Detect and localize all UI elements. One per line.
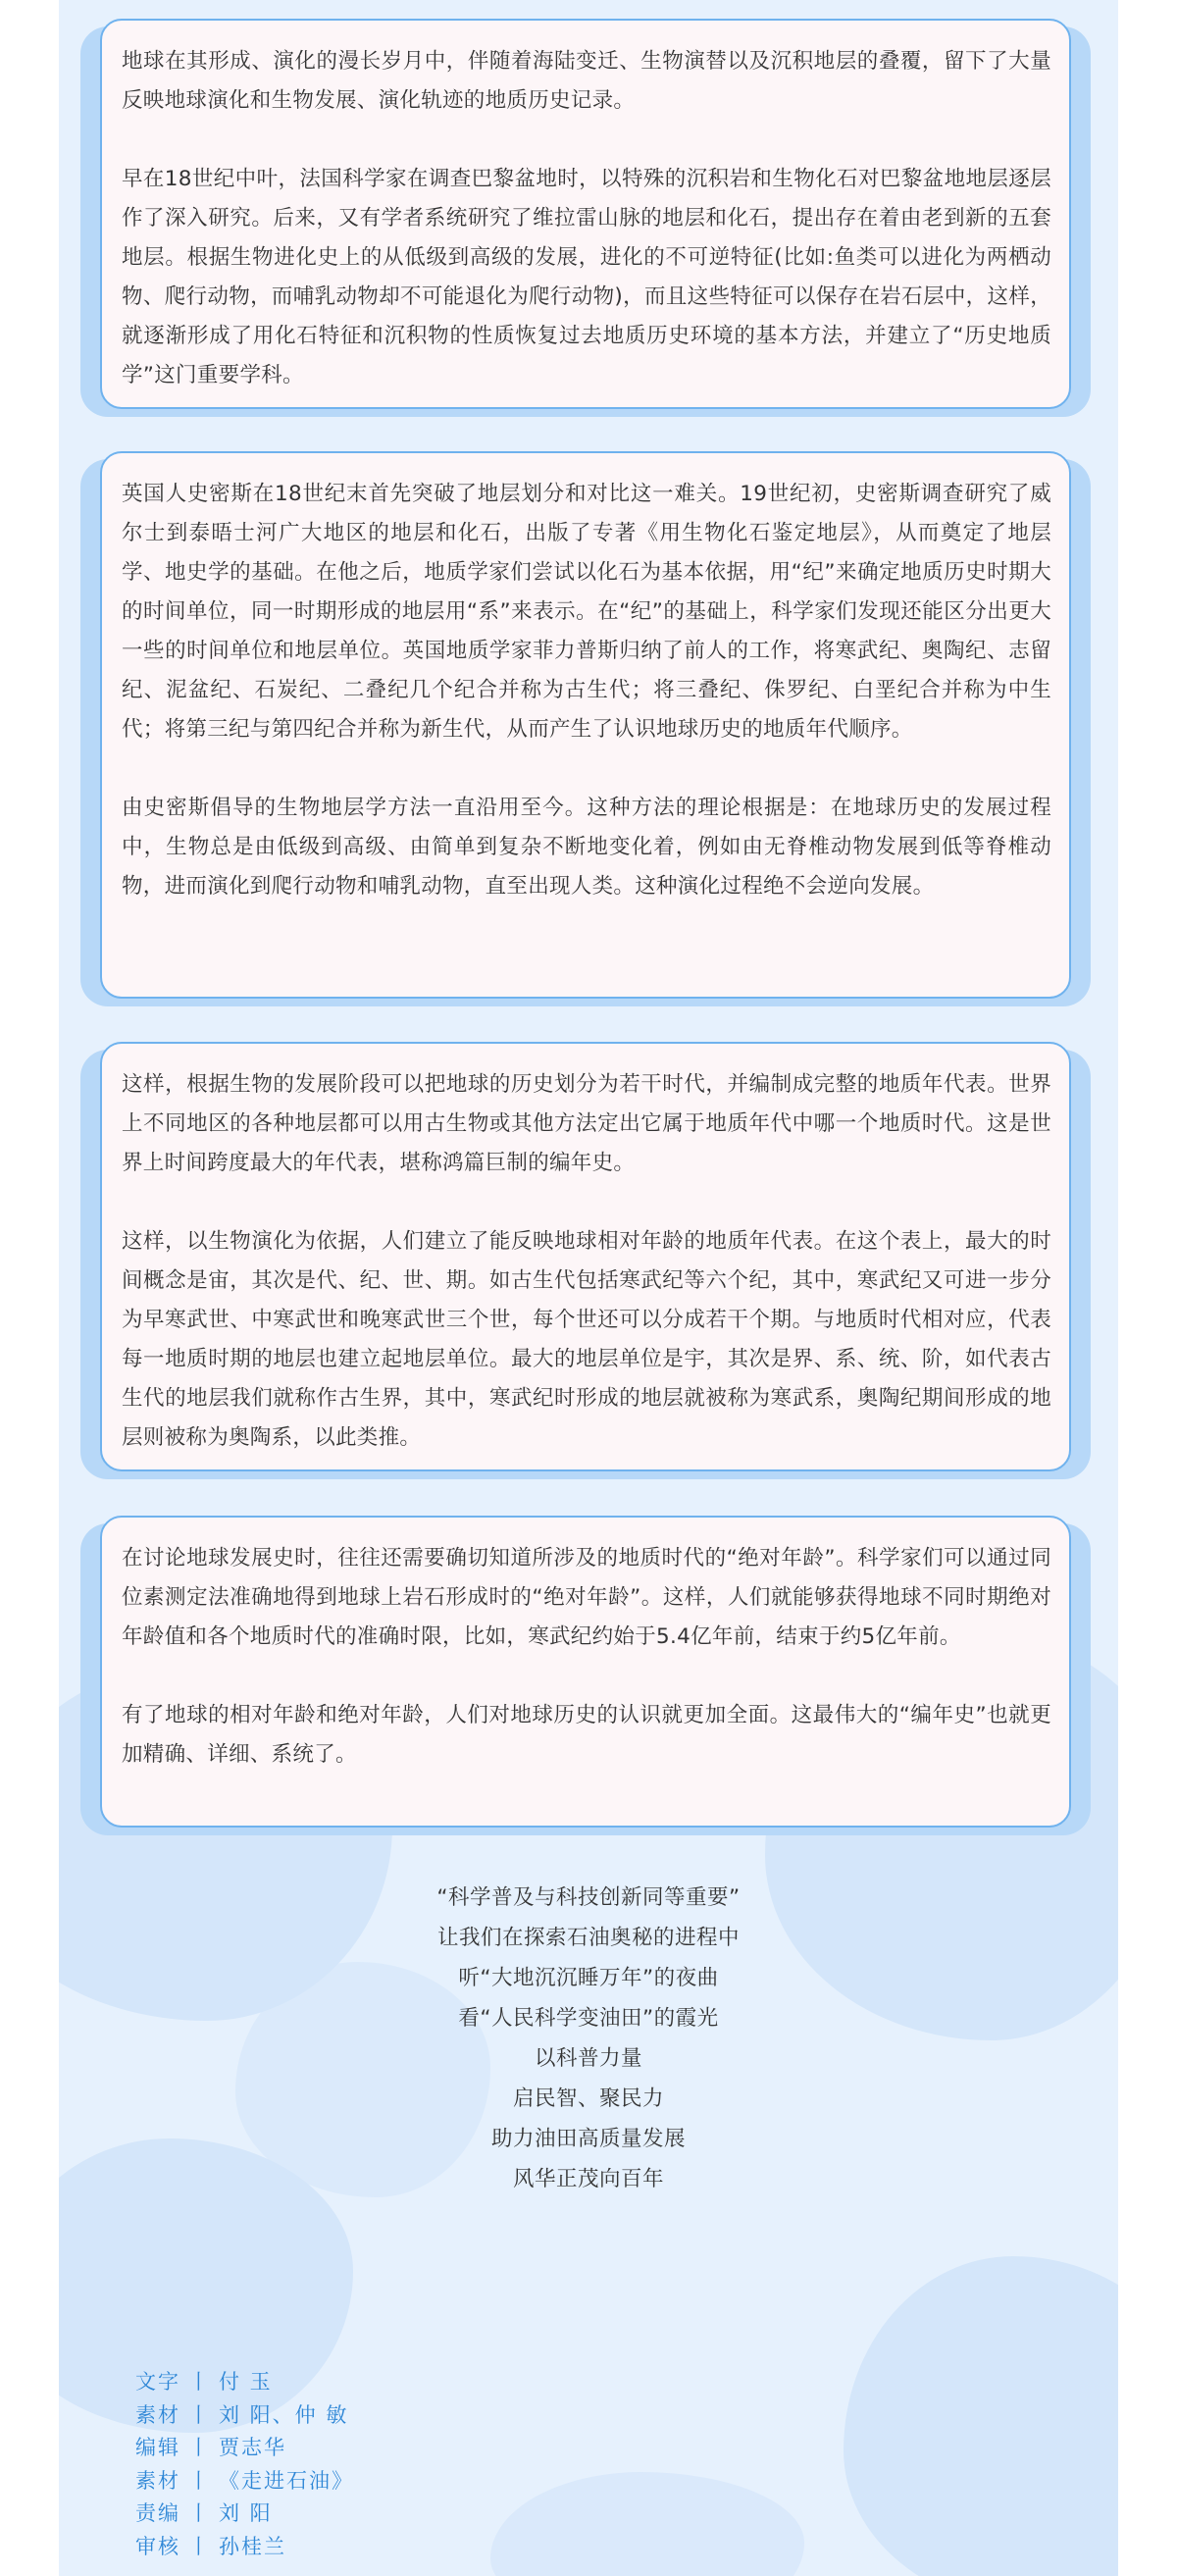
credits-block [135,2366,354,2563]
credit-row-reviewer [135,2531,354,2564]
credit-row-editor [135,2432,354,2465]
card-3-paragraph-2: 这样，以生物演化为依据，人们建立了能反映地球相对年龄的地质年代表。在这个表上，最大的时间概念是宙，其次是代、纪、世、期。如古生代包括寒武纪等六个纪，其中，寒武纪又可进一步分为早寒武世、中寒武世和晚寒武世三个世，每个世还可以分成若干个期。与地质时代相对应，代表每一地质时期的地层也建立起地层单位。最大的地层单位是宇，其次是界、系、统、阶，如代表古生代的地层我们就称作古生界，其中，寒武纪时形成的地层就被称为寒武系，奥陶纪期间形成的地层则被称为奥陶系，以此类推。 [122,1229,1051,1450]
closing-line: 听“大地沉沉睡万年”的夜曲 [458,1966,719,1990]
closing-line: 助力油田高质量发展 [490,2127,686,2151]
text-card-3 [100,1042,1071,1471]
credit-value: 《走进石油》 [219,2468,354,2493]
card-4-paragraph-2: 有了地球的相对年龄和绝对年龄，人们对地球历史的认识就更加全面。这最伟大的“编年史”也就更加精确、详细、系统了。 [122,1703,1051,1767]
text-card-3-shadow [80,1050,1091,1479]
credit-label: 责编 [135,2501,180,2525]
credit-value: 孙桂兰 [219,2534,286,2558]
card-2-paragraph-1: 英国人史密斯在18世纪末首先突破了地层划分和对比这一难关。19世纪初，史密斯调查研究了威尔士到泰晤士河广大地区的地层和化石，出版了专著《用生物化石鉴定地层》，从而奠定了地层学、地史学的基础。在他之后，地质学家们尝试以化石为基本依据，用“纪”来确定地质历史时期大的时间单位，同一时期形成的地层用“系”来表示。在“纪”的基础上，科学家们发现还能区分出更大一些的时间单位和地层单位。英国地质学家菲力普斯归纳了前人的工作，将寒武纪、奥陶纪、志留纪、泥盆纪、石炭纪、二叠纪几个纪合并称为古生代；将三叠纪、侏罗纪、白垩纪合并称为中生代；将第三纪与第四纪合并称为新生代，从而产生了认识地球历史的地质年代顺序。 [122,482,1051,742]
credit-separator: 丨 [188,2436,211,2459]
credit-value: 贾志华 [219,2436,286,2459]
credit-label: 素材 [135,2402,180,2427]
background-blob [844,2256,1118,2576]
credit-separator: 丨 [188,2370,211,2394]
text-card-4 [100,1516,1071,1828]
text-card-2 [100,451,1071,999]
article-column [59,0,1118,2576]
credit-separator: 丨 [188,2501,211,2525]
text-card-1-shadow [80,26,1091,417]
credit-label: 审核 [135,2534,180,2558]
card-1-paragraph-1: 地球在其形成、演化的漫长岁月中，伴随着海陆变迁、生物演替以及沉积地层的叠覆，留下了大量反映地球演化和生物发展、演化轨迹的地质历史记录。 [122,49,1051,113]
background-blob [490,2472,804,2576]
closing-line: “科学普及与科技创新同等重要” [436,1885,741,1910]
credit-value: 刘 阳 [219,2501,273,2525]
credit-label: 文字 [135,2370,180,2394]
credit-value: 付 玉 [219,2370,273,2394]
credit-row-text [135,2366,354,2399]
closing-line: 以科普力量 [534,2046,642,2071]
closing-line: 风华正茂向百年 [512,2167,664,2191]
closing-line: 看“人民科学变油田”的霞光 [458,2006,719,2031]
card-4-paragraph-1: 在讨论地球发展史时，往往还需要确切知道所涉及的地质时代的“绝对年龄”。科学家们可以通过同位素测定法准确地得到地球上岩石形成时的“绝对年龄”。这样，人们就能够获得地球不同时期绝对年龄值和各个地质时代的准确时限，比如，寒武纪约始于5.4亿年前，结束于约5亿年前。 [122,1546,1051,1649]
text-card-2-shadow [80,459,1091,1006]
credit-row-material [135,2399,354,2433]
credit-label: 素材 [135,2468,180,2493]
text-card-4-shadow [80,1523,1091,1835]
credit-value: 刘 阳、仲 敏 [219,2402,349,2427]
card-2-paragraph-2: 由史密斯倡导的生物地层学方法一直沿用至今。这种方法的理论根据是：在地球历史的发展过程中，生物总是由低级到高级、由简单到复杂不断地变化着，例如由无脊椎动物发展到低等脊椎动物，进而演化到爬行动物和哺乳动物，直至出现人类。这种演化过程绝不会逆向发展。 [122,796,1051,899]
card-1-paragraph-2: 早在18世纪中叶，法国科学家在调查巴黎盆地时，以特殊的沉积岩和生物化石对巴黎盆地地层逐层作了深入研究。后来，又有学者系统研究了维拉雷山脉的地层和化石，提出存在着由老到新的五套地层。根据生物进化史上的从低级到高级的发展，进化的不可逆特征(比如:鱼类可以进化为两栖动物、爬行动物，而哺乳动物却不可能退化为爬行动物)，而且这些特征可以保存在岩石层中，这样，就逐渐形成了用化石特征和沉积物的性质恢复过去地质历史环境的基本方法，并建立了“历史地质学”这门重要学科。 [122,167,1051,387]
card-3-paragraph-1: 这样，根据生物的发展阶段可以把地球的历史划分为若干时代，并编制成完整的地质年代表。世界上不同地区的各种地层都可以用古生物或其他方法定出它属于地质年代中哪一个地质时代。这是世界上时间跨度最大的年代表，堪称鸿篇巨制的编年史。 [122,1072,1051,1175]
closing-verse [59,1878,1118,2199]
closing-line: 启民智、聚民力 [512,2087,664,2111]
closing-line: 让我们在探索石油奥秘的进程中 [436,1926,740,1950]
credit-row-responsible-editor [135,2498,354,2531]
text-card-1 [100,19,1071,409]
credit-separator: 丨 [188,2468,211,2493]
credit-separator: 丨 [188,2534,211,2558]
credit-row-material-source [135,2465,354,2499]
credit-label: 编辑 [135,2436,180,2459]
credit-separator: 丨 [188,2402,211,2427]
